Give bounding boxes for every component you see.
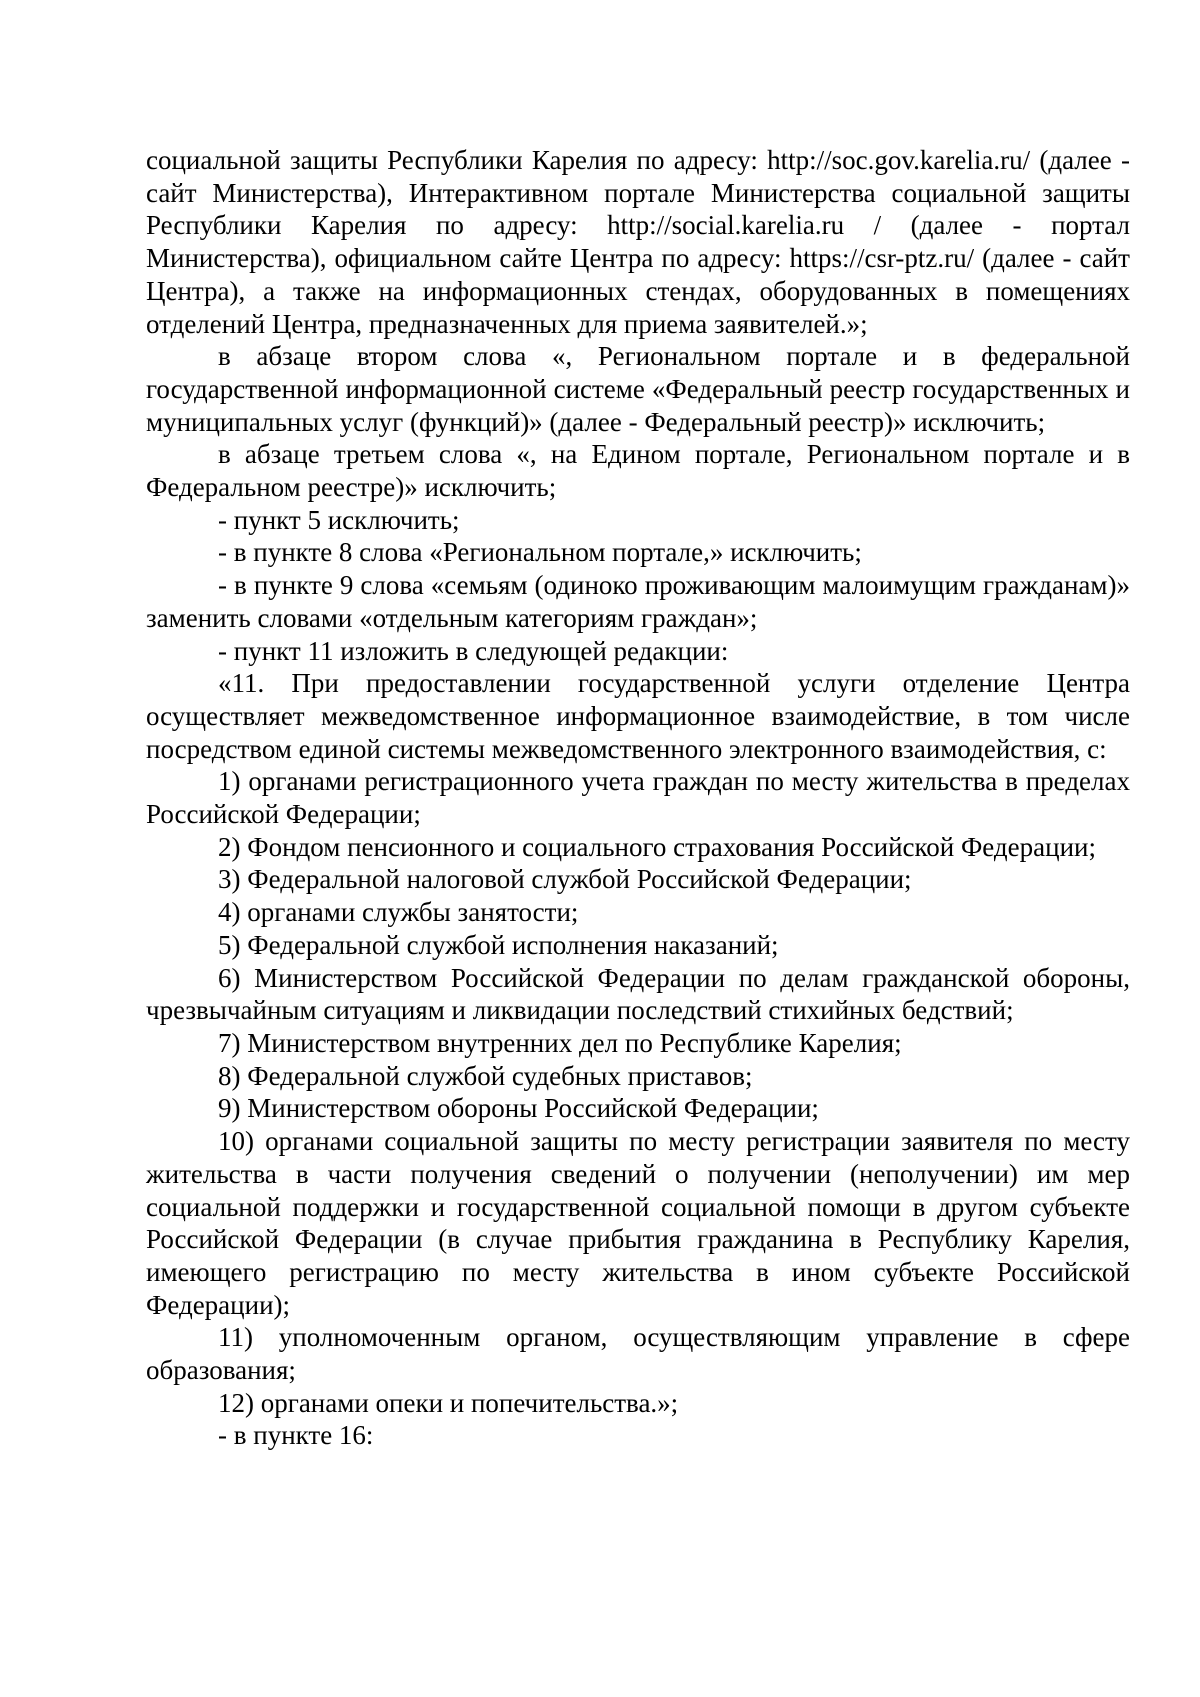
list-item-5: 5) Федеральной службой исполнения наказаний; — [218, 929, 779, 960]
paragraph-abzac-3: в абзаце третьем слова «, на Едином портале, Региональном портале и в Федеральном реестре)» исключить; — [146, 439, 1130, 503]
paragraph-punkt-16: - в пункте 16: — [218, 1420, 374, 1451]
list-item-12: 12) органами опеки и попечительства.»; — [218, 1387, 679, 1418]
paragraph-continuation: социальной защиты Республики Карелия по адресу: http://soc.gov.karelia.ru/ (далее - сайт Министерства), Интерактивном портале Министерства социальной защиты Республики Карелия по адресу: http://social.karelia.ru / (далее - портал Министерства), официальном сайте Центра по адресу: https://csr-ptz.ru/ (далее - сайт Центра), а также на информационных стендах, оборудованных в помещениях отделений Центра, предназначенных для приема заявителей.»; — [146, 145, 1130, 339]
paragraph-punkt-8: - в пункте 8 слова «Региональном портале,» исключить; — [218, 537, 862, 568]
document-body — [146, 144, 1130, 1452]
list-item-9: 9) Министерством обороны Российской Федерации; — [218, 1093, 819, 1124]
list-item-4: 4) органами службы занятости; — [218, 897, 579, 928]
list-item-2: 2) Фондом пенсионного и социального страхования Российской Федерации; — [218, 831, 1096, 862]
paragraph-punkt-5: - пункт 5 исключить; — [218, 504, 460, 535]
list-item-6: 6) Министерством Российской Федерации по делам гражданской обороны, чрезвычайным ситуациям и ликвидации последствий стихийных бедствий; — [146, 962, 1130, 1026]
paragraph-abzac-2: в абзаце втором слова «, Региональном портале и в федеральной государственной информационной системе «Федеральный реестр государственных и муниципальных услуг (функций)» (далее - Федеральный реестр)» исключить; — [146, 341, 1130, 437]
list-item-7: 7) Министерством внутренних дел по Республике Карелия; — [218, 1027, 902, 1058]
list-item-10: 10) органами социальной защиты по месту регистрации заявителя по месту жительства в части получения сведений о получении (неполучении) им мер социальной поддержки и государственной социальной помощи в другом субъекте Российской Федерации (в случае прибытия гражданина в Республику Карелия, имеющего регистрацию по месту жительства в ином субъекте Российской Федерации); — [146, 1126, 1130, 1320]
list-item-8: 8) Федеральной службой судебных приставов; — [218, 1060, 753, 1091]
list-item-3: 3) Федеральной налоговой службой Российской Федерации; — [218, 864, 912, 895]
paragraph-punkt-11-intro: - пункт 11 изложить в следующей редакции: — [218, 635, 729, 666]
paragraph-punkt-11-text: «11. При предоставлении государственной услуги отделение Центра осуществляет межведомственное информационное взаимодействие, в том числе посредством единой системы межведомственного электронного взаимодействия, с: — [146, 668, 1130, 764]
paragraph-punkt-9: - в пункте 9 слова «семьям (одиноко проживающим малоимущим гражданам)» заменить словами «отдельным категориям граждан»; — [146, 570, 1130, 633]
list-item-11: 11) уполномоченным органом, осуществляющим управление в сфере образования; — [146, 1322, 1130, 1386]
list-item-1: 1) органами регистрационного учета граждан по месту жительства в пределах Российской Федерации; — [146, 766, 1130, 830]
